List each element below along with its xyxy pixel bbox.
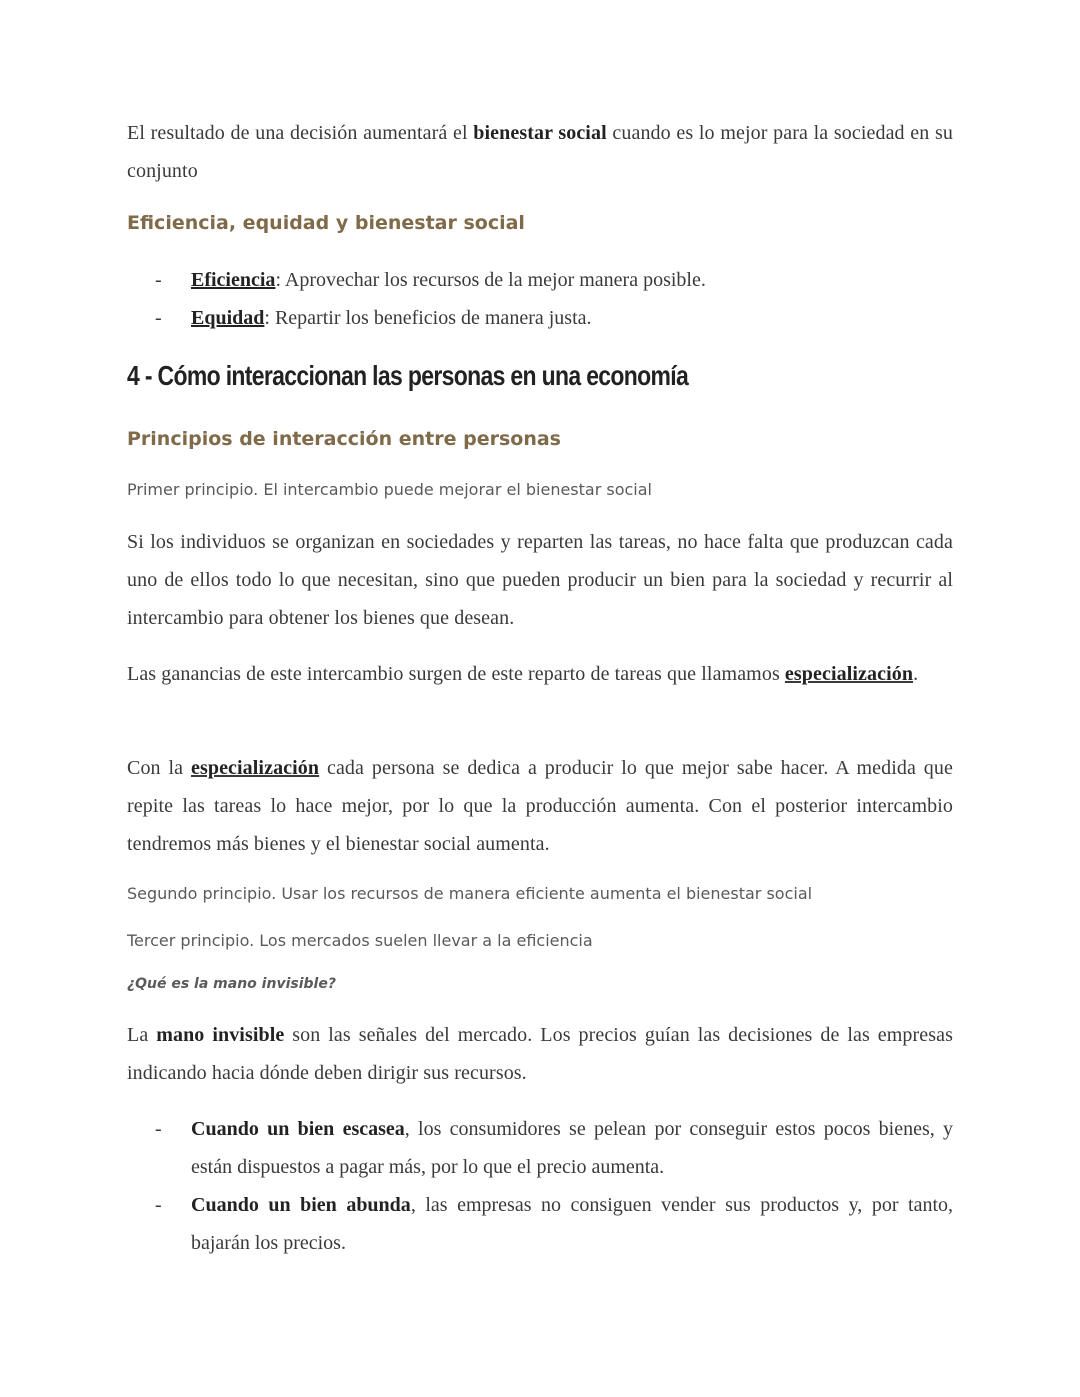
definition-equidad: : Repartir los beneficios de manera justa. (264, 307, 592, 329)
term-mano-invisible: mano invisible (156, 1024, 285, 1046)
dash-bullet: - (155, 269, 162, 291)
intro-bold-term: bienestar social (473, 122, 607, 144)
eficiencia-list (127, 261, 953, 337)
paragraph-mano-invisible (127, 1016, 953, 1092)
intro-text-end: cuando es lo mejor para la sociedad en su conjunto (127, 122, 954, 182)
heading-mano-invisible-question: ¿Qué es la mano invisible? (127, 976, 336, 992)
ganancias-period: . (913, 663, 919, 685)
term-equidad: Equidad (191, 307, 265, 329)
list-item-abunda (127, 1186, 953, 1262)
definition-eficiencia: : Aprovechar los recursos de la mejor manera posible. (275, 269, 706, 291)
list-item-eficiencia (127, 261, 953, 299)
heading-primer-principio: Primer principio. El intercambio puede mejorar el bienestar social (127, 480, 652, 499)
dash-bullet: - (155, 1118, 162, 1140)
list-item-escasea (127, 1110, 953, 1186)
dash-bullet: - (155, 1194, 162, 1216)
intro-text: El resultado de una decisión aumentará el (127, 122, 474, 144)
mano-text: son las señales del mercado. Los precios guían las decisiones de las empresas indicando hacia dónde deben dirigir sus recursos. (127, 1024, 953, 1084)
especializacion-text-start: Con la (127, 757, 191, 779)
heading-principios: Principios de interacción entre personas (127, 428, 561, 450)
paragraph-especializacion (127, 749, 953, 863)
text-abunda: , las empresas no consiguen vender sus productos y, por tanto, bajarán los precios. (191, 1194, 953, 1254)
term-eficiencia: Eficiencia (191, 269, 276, 291)
ganancias-text: Las ganancias de este intercambio surgen de este reparto de tareas que llamamos (127, 663, 785, 685)
paragraph-ganancias (127, 655, 953, 693)
bold-abunda: Cuando un bien abunda (191, 1194, 411, 1216)
heading-segundo-principio: Segundo principio. Usar los recursos de manera eficiente aumenta el bienestar social (127, 884, 813, 903)
heading-eficiencia: Eficiencia, equidad y bienestar social (127, 212, 525, 234)
dash-bullet: - (155, 307, 162, 329)
term-especializacion-2: especialización (190, 757, 320, 779)
mano-text-start: La (127, 1024, 157, 1046)
term-especializacion: especialización (784, 663, 914, 685)
paragraph-individuos: Si los individuos se organizan en sociedades y reparten las tareas, no hace falta que produzcan cada uno de ellos todo lo que necesitan, sino que pueden producir un bien para la sociedad y recurrir al intercambio para obtener los bienes que desean. (127, 531, 953, 629)
text-escasea: , los consumidores se pelean por conseguir estos pocos bienes, y están dispuestos a pagar más, por lo que el precio aumenta. (191, 1118, 954, 1178)
mercado-list (127, 1110, 953, 1262)
intro-paragraph (127, 114, 953, 190)
heading-tercer-principio: Tercer principio. Los mercados suelen llevar a la eficiencia (127, 931, 593, 950)
especializacion-text: cada persona se dedica a producir lo que mejor sabe hacer. A medida que repite las tareas lo hace mejor, por lo que la producción aumenta. Con el posterior intercambio tendremos más bienes y el bienestar social aumenta. (127, 757, 953, 855)
section-4-title: 4 - Cómo interaccionan las personas en una economía (127, 360, 689, 391)
list-item-equidad (127, 299, 953, 337)
bold-escasea: Cuando un bien escasea (191, 1118, 405, 1140)
